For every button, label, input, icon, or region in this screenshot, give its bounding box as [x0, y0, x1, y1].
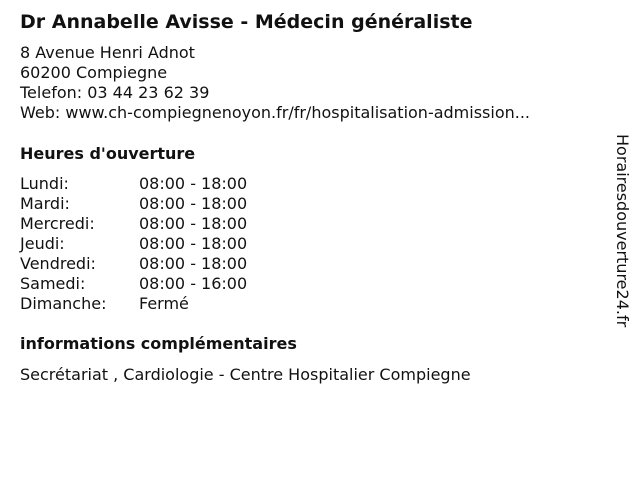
time-range: Fermé: [139, 294, 189, 313]
time-range: 08:00 - 18:00: [139, 254, 248, 273]
hours-row-wednesday: [20, 214, 247, 234]
time-range: 08:00 - 18:00: [139, 234, 248, 253]
additional-info-text: Secrétariat , Cardiologie - Centre Hospitalier Compiegne: [20, 365, 471, 384]
day-label: Mardi:: [20, 194, 70, 213]
day-label: Jeudi:: [20, 234, 65, 253]
hours-row-monday: [20, 174, 247, 194]
time-range: 08:00 - 18:00: [139, 194, 248, 213]
time-range: 08:00 - 16:00: [139, 274, 248, 293]
phone-number[interactable]: Telefon: 03 44 23 62 39: [20, 83, 210, 102]
day-label: Lundi:: [20, 174, 69, 193]
day-label: Samedi:: [20, 274, 86, 293]
hours-row-saturday: [20, 274, 247, 294]
opening-hours-heading: Heures d'ouverture: [20, 144, 196, 163]
website-link[interactable]: Web: www.ch-compiegnenoyon.fr/fr/hospitalisation-admission...: [20, 103, 531, 122]
city-postal-code: 60200 Compiegne: [20, 63, 168, 82]
site-brand-label: Horairesdouverture24.fr: [613, 134, 632, 328]
page-title: Dr Annabelle Avisse - Médecin généraliste: [20, 11, 473, 33]
opening-hours-list: [20, 174, 247, 314]
day-label: Vendredi:: [20, 254, 96, 273]
day-label: Dimanche:: [20, 294, 107, 313]
additional-info-heading: informations complémentaires: [20, 334, 297, 353]
time-range: 08:00 - 18:00: [139, 174, 248, 193]
hours-row-thursday: [20, 234, 247, 254]
time-range: 08:00 - 18:00: [139, 214, 248, 233]
hours-row-tuesday: [20, 194, 247, 214]
hours-row-sunday: [20, 294, 247, 314]
day-label: Mercredi:: [20, 214, 95, 233]
street-address: 8 Avenue Henri Adnot: [20, 43, 195, 62]
hours-row-friday: [20, 254, 247, 274]
address-block: [20, 43, 530, 123]
